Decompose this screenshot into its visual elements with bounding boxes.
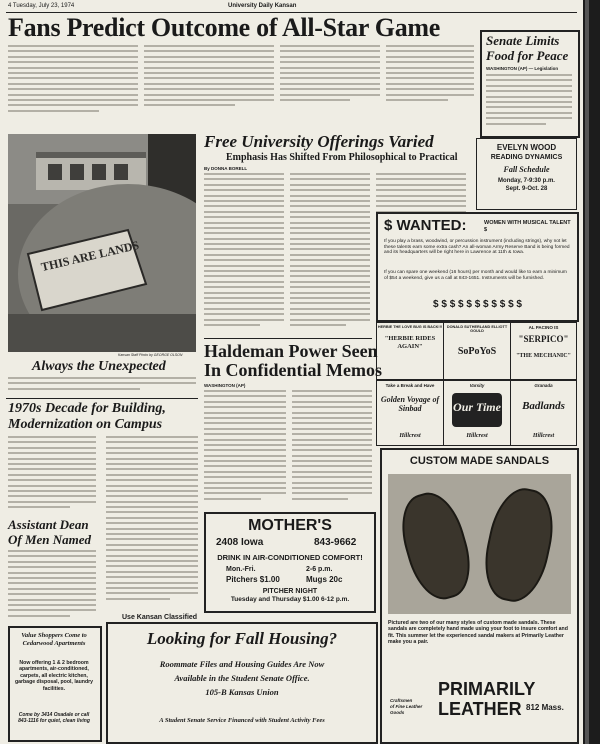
senate-headline-line1: Senate Limits — [486, 33, 560, 48]
our-time-theater: Hillcrest — [466, 433, 488, 439]
decade-top-rule — [6, 398, 198, 399]
herbie-movie-ad — [376, 322, 444, 380]
sinbad-movie-ad — [376, 380, 444, 446]
sopoyos-title: SoPoYoS — [457, 346, 497, 357]
haldeman-col2 — [292, 390, 372, 508]
badlands-theater: Hillcrest — [532, 433, 555, 439]
senate-story-box — [480, 30, 580, 138]
decade-col2 — [106, 436, 198, 606]
mothers-time: 2-6 p.m. — [306, 566, 333, 573]
housing-headline: Looking for Fall Housing? — [146, 629, 338, 648]
serpico-movie-ad — [510, 322, 577, 380]
evelyn-line3: Fall Schedule — [503, 165, 550, 174]
sandal-right — [477, 483, 561, 607]
evelyn-line5: Sept. 9-Oct. 28 — [505, 186, 548, 192]
decade-col1 — [8, 436, 96, 516]
badlands-movie-ad — [510, 380, 577, 446]
photo-caption — [8, 377, 196, 395]
offerings-headline: Free University Offerings Varied — [204, 132, 434, 151]
herbie-title: "HERBIE RIDES AGAIN" — [384, 335, 436, 350]
wanted-title: $ WANTED: — [384, 217, 467, 234]
badlands-title: Badlands — [522, 400, 565, 412]
offerings-col1 — [204, 173, 284, 335]
sandals-tag3: Goods — [390, 710, 405, 715]
wanted-body1: If you play a brass, woodwind, or percussion instrument (including strings), why not let these talents earn some extra cash? An all-woman Army Reserve Band is being formed and its headquarters will be right here in Lawrence at 11th & Iowa. — [384, 239, 570, 256]
sopoyos-caption: DONALD SUTHERLAND ELLIOTT GOULD — [446, 325, 508, 334]
photo-credit: Kansan Staff Photo by GEORGE OLSON — [118, 353, 183, 357]
housing-footer: A Student Senate Service Financed with Student Activity Fees — [159, 717, 325, 724]
dean-headline-line2: Of Men Named — [8, 532, 92, 547]
mothers-night-detail: Tuesday and Thursday $1.00 6-12 p.m. — [230, 596, 350, 603]
sandals-title: CUSTOM MADE SANDALS — [409, 455, 550, 467]
haldeman-headline-line1: Haldeman Power Seen — [204, 341, 378, 361]
sandal-left — [392, 486, 479, 606]
wanted-musicians-ad — [376, 212, 579, 322]
dean-headline-line1: Assistant Dean — [8, 517, 89, 532]
evelyn-wood-ad — [476, 138, 577, 210]
evelyn-line1: EVELYN WOOD — [496, 143, 557, 152]
offerings-col2 — [290, 173, 370, 335]
cedarwood-apartments-ad — [8, 626, 102, 742]
our-time-movie-ad — [443, 380, 511, 446]
housing-line1: Roommate Files and Housing Guides Are Now — [159, 659, 325, 669]
dean-body — [8, 550, 96, 622]
sandals-tag2: of Fine Leather — [390, 704, 423, 709]
haldeman-col1 — [204, 390, 286, 508]
senate-body — [486, 74, 572, 132]
scan-edge — [583, 0, 600, 744]
serpico-caption: AL PACINO IS — [528, 325, 559, 330]
cedarwood-body: Now offering 1 & 2 bedroom apartments, air-conditioned, carpets, all electric kitchen, garbage disposal, pool, laundry facilities. — [14, 660, 94, 692]
mothers-days: Mon.-Fri. — [226, 566, 256, 573]
sign-photo-illustration — [8, 134, 196, 352]
allstar-body-col2 — [144, 45, 274, 120]
sandals-text: Pictured are two of our many styles of custom made sandals. These sandals are completely hand made using your foot to insure comfort and fit. This summer let the experienced sandal makers at Primarily Leather make you a pair. — [388, 620, 568, 645]
allstar-headline: Fans Predict Outcome of All-Star Game — [8, 13, 441, 42]
allstar-body-col3 — [280, 45, 380, 120]
mothers-pitcher-night: PITCHER NIGHT — [262, 588, 318, 595]
landscape-sign-photo — [8, 134, 196, 352]
offerings-subhead: Emphasis Has Shifted From Philosophical to Practical — [226, 152, 458, 163]
wanted-body2: If you can spare one weekend (16 hours) per month and would like to earn a minimum of $54 a weekend, give us a call at 843-1651. Instruments will be furnished. — [384, 270, 567, 281]
sinbad-caption: Take a Break and Have — [385, 383, 435, 388]
sandals-photo — [388, 474, 571, 614]
cedarwood-title: Value Shoppers Come to Cedarwood Apartments — [21, 632, 87, 647]
sinbad-theater: Hillcrest — [399, 433, 421, 439]
sopoyos-movie-ad — [443, 322, 511, 380]
wanted-dollar-border: $ $ $ $ $ $ $ $ $ $ $ — [433, 299, 522, 310]
custom-sandals-ad — [380, 448, 579, 744]
folio-paper-name: University Daily Kansan — [228, 3, 297, 9]
sinbad-title: Golden Voyage of Sinbad — [380, 395, 440, 413]
haldeman-top-rule — [204, 338, 372, 339]
offerings-byline: By DONNA BORELL — [204, 166, 248, 171]
mothers-address: 2408 Iowa — [216, 537, 264, 548]
evelyn-line4: Monday, 7-9:30 p.m. — [498, 178, 555, 184]
brand-leather: LEATHER — [438, 699, 522, 719]
folio-date: 4 Tuesday, July 23, 1974 — [8, 3, 75, 9]
mothers-pitchers: Pitchers $1.00 — [226, 575, 280, 584]
sandals-address: 812 Mass. — [526, 703, 564, 712]
decade-headline-line1: 1970s Decade for Building, — [8, 401, 166, 416]
our-time-title: Our Time — [453, 400, 501, 414]
cedarwood-footer: Come by 3414 Oxadale or call 843-1116 for quiet, clean living — [18, 712, 90, 724]
sandals-tag1: Craftsmen — [390, 698, 413, 703]
fall-housing-ad — [106, 622, 378, 744]
mothers-phone: 843-9662 — [314, 537, 357, 548]
brand-primarily: PRIMARILY — [438, 679, 536, 699]
serpico-title: "SERPICO" — [518, 334, 569, 344]
allstar-body-col4 — [386, 45, 474, 120]
decade-headline-line2: Modernization on Campus — [8, 417, 163, 432]
classified-ad: Use Kansan Classified — [122, 614, 198, 621]
wanted-subtitle: WOMEN WITH MUSICAL TALENT $ — [484, 220, 571, 233]
senate-dateline: WASHINGTON (AP) — Legislation — [486, 66, 559, 71]
unexpected-headline: Always the Unexpected — [32, 359, 166, 374]
our-time-caption: Varsity — [469, 383, 485, 388]
herbie-caption: HERBIE THE LOVE BUG IS BACK!!! — [377, 325, 443, 329]
housing-line3: 105-B Kansas Union — [205, 687, 279, 697]
mothers-bar-ad — [204, 512, 376, 613]
senate-headline-line2: Food for Peace — [486, 48, 569, 63]
mothers-mugs: Mugs 20c — [306, 575, 343, 584]
allstar-body-col1 — [8, 45, 138, 120]
mothers-headline: DRINK IN AIR-CONDITIONED COMFORT! — [217, 553, 363, 562]
evelyn-line2: READING DYNAMICS — [490, 154, 563, 161]
sign-text: THIS ARE LANDS — [39, 237, 141, 275]
housing-line2: Available in the Student Senate Office. — [174, 673, 310, 683]
badlands-caption: Granada — [534, 383, 553, 388]
mechanic-title: "THE MECHANIC" — [516, 353, 571, 359]
haldeman-dateline: WASHINGTON (AP) — [204, 383, 246, 388]
mothers-name: MOTHER'S — [248, 517, 332, 534]
haldeman-headline-line2: In Confidential Memos — [204, 360, 383, 380]
